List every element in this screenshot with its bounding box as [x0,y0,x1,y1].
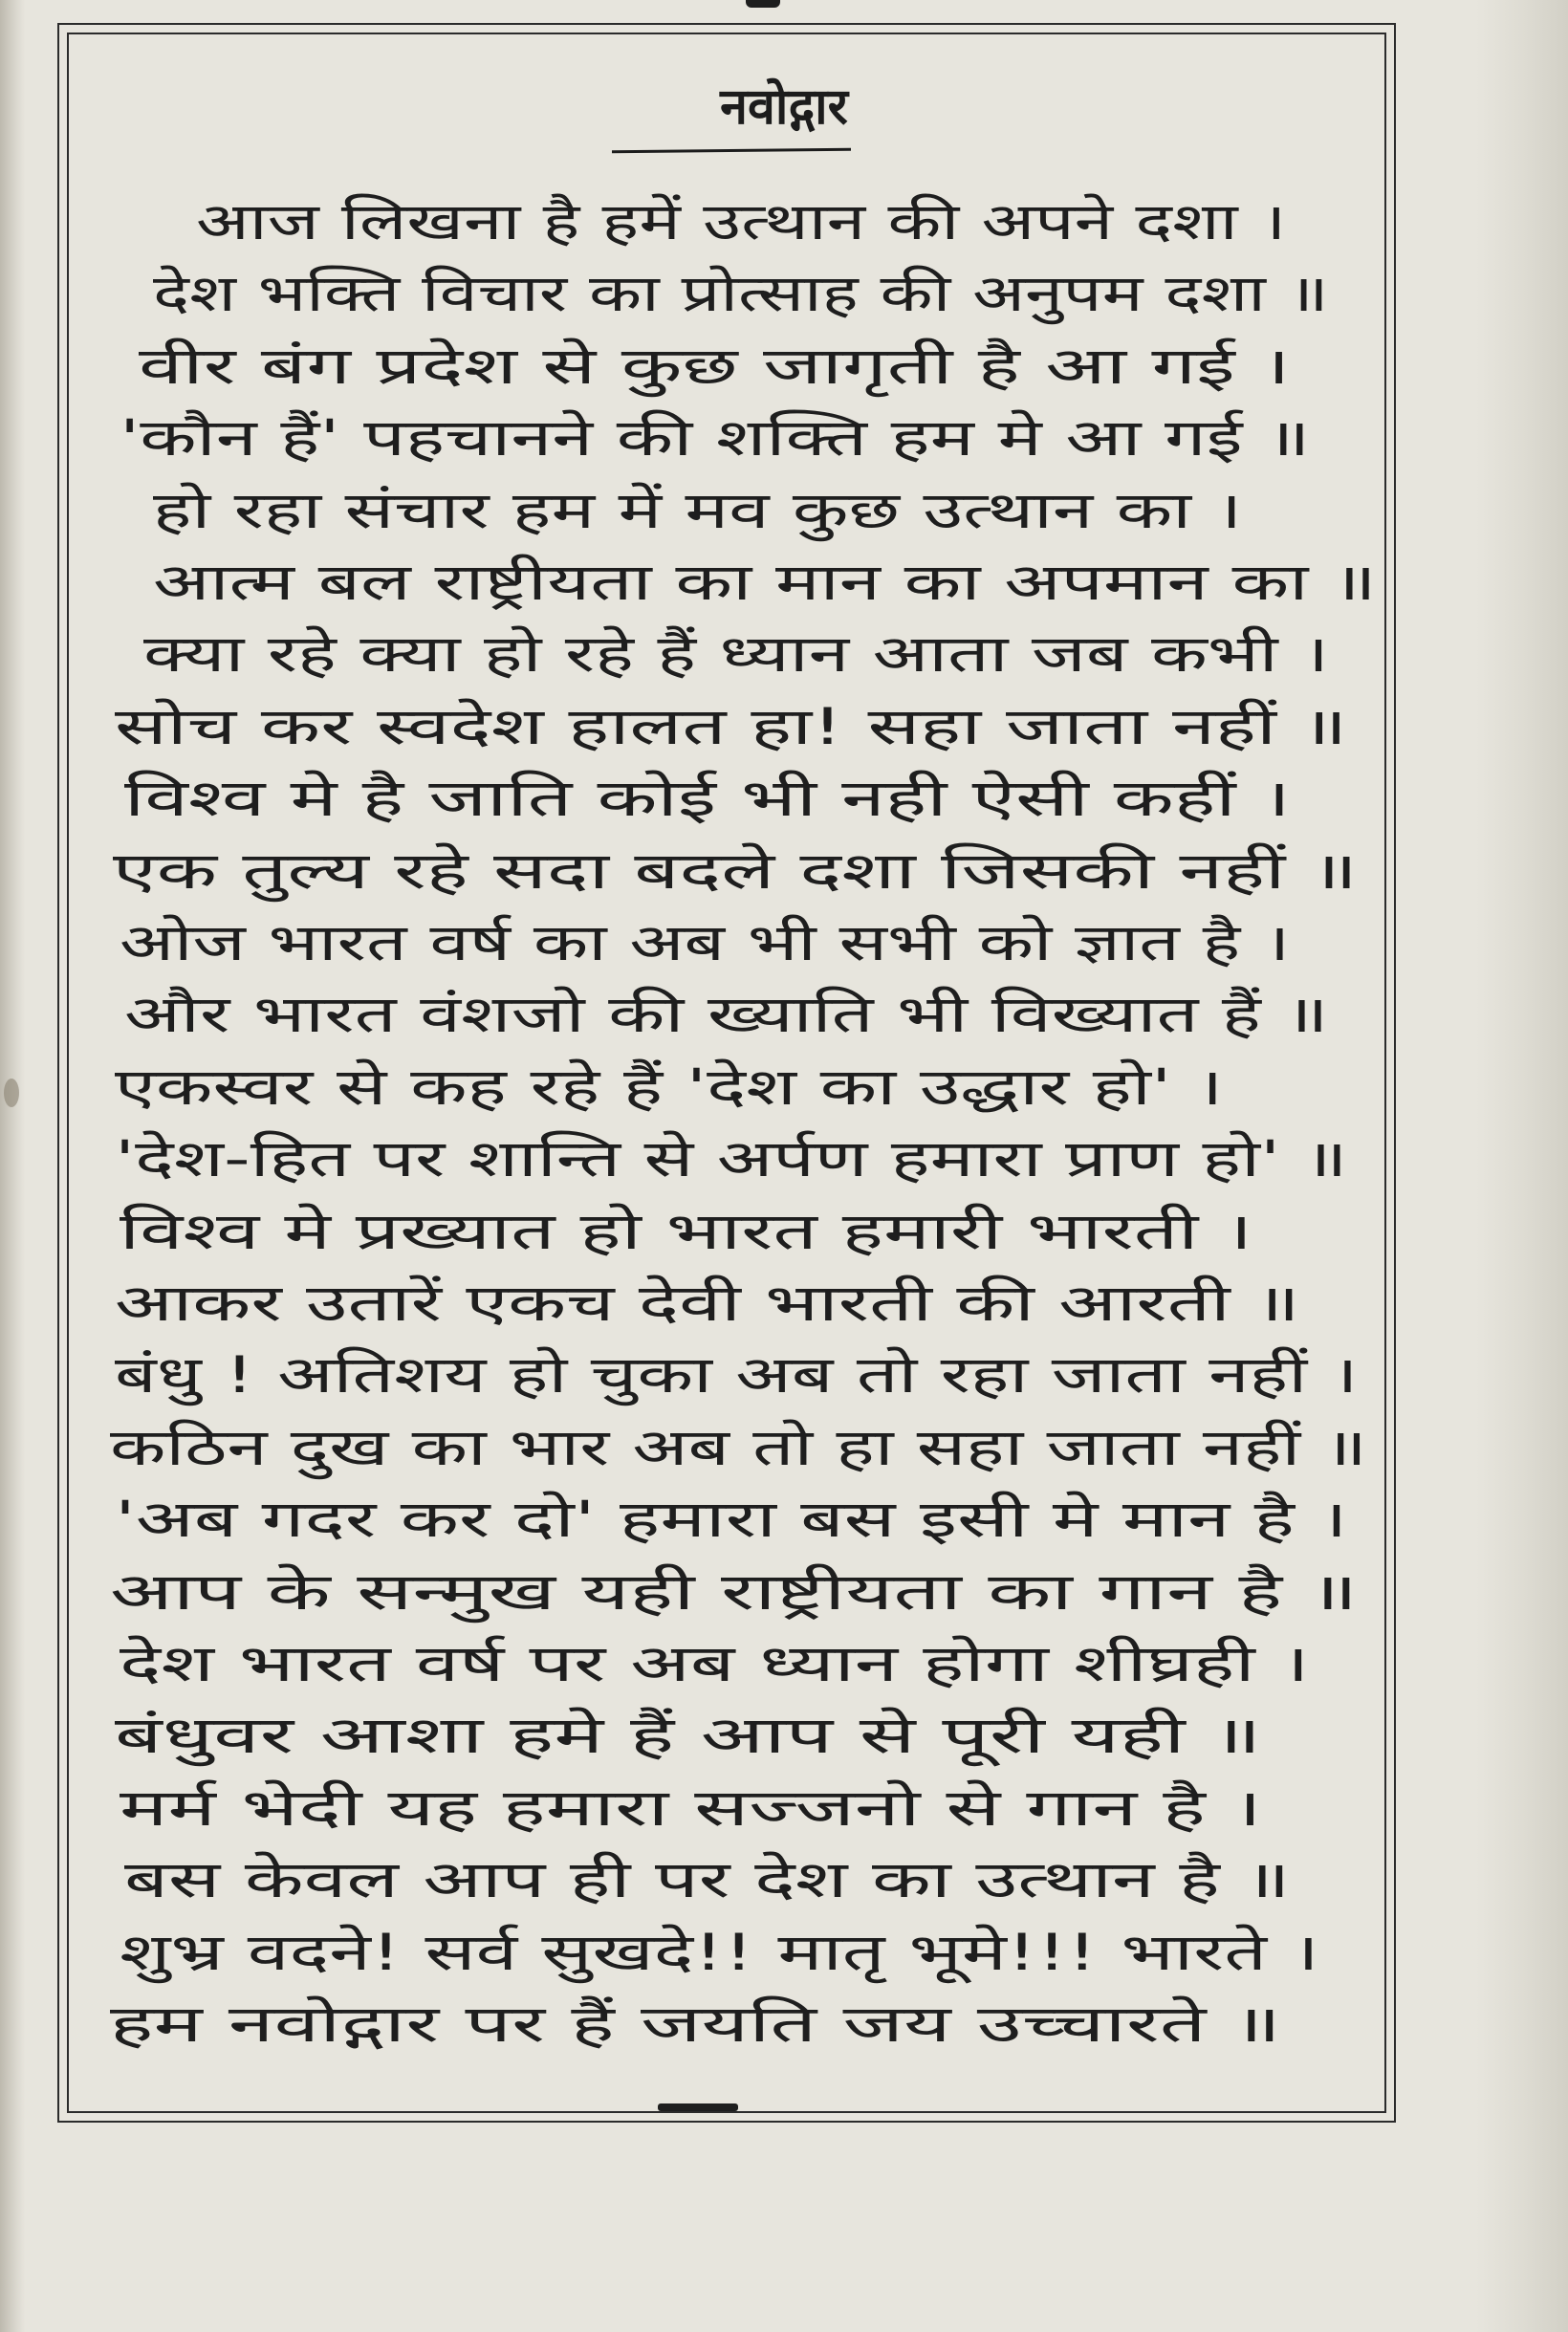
poem-line: विश्व मे प्रख्यात हो भारत हमारी भारती । [120,1203,1253,1261]
poem-line: बंधु ! अतिशय हो चुका अब तो रहा जाता नहीं । [115,1346,1359,1405]
poem-line: ओज भारत वर्ष का अब भी सभी को ज्ञात है । [120,914,1291,972]
poem-line: और भारत वंशजो की ख्याति भी विख्यात हैं ॥ [124,986,1329,1044]
poem-line: शुभ्र वदने! सर्व सुखदे!! मातृ भूमे!!! भारते । [120,1924,1319,1982]
poem-line: बस केवल आप ही पर देश का उत्थान है ॥ [124,1851,1291,1909]
top-ink-mark [746,0,780,8]
poem-line: क्या रहे क्या हो रहे हैं ध्यान आता जब कभी । [143,625,1330,684]
page-edge-shading [1476,0,1568,2332]
poem-line: हम नवोद्गार पर हैं जयति जय उच्चारते ॥ [110,1995,1282,2054]
poem-line: आकर उतारें एकच देवी भारती की आरती ॥ [115,1275,1300,1333]
poem-line: 'देश-हित पर शान्ति से अर्पण हमारा प्राण हो' ॥ [115,1130,1348,1188]
poem-line: एक तुल्य रहे सदा बदले दशा जिसकी नहीं ॥ [113,842,1359,901]
poem-title: नवोद्गार [720,78,848,136]
poem-line: सोच कर स्वदेश हालत हा! सहा जाता नहीं ॥ [115,698,1348,756]
poem-line: बंधुवर आशा हमे हैं आप से पूरी यही ॥ [115,1707,1262,1765]
poem-line: एकस्वर से कह रहे हैं 'देश का उद्धार हो' । [115,1058,1224,1117]
poem-line: आप के सन्मुख यही राष्ट्रीयता का गान है ॥ [110,1563,1359,1622]
poem-line: कठिन दुख का भार अब तो हा सहा जाता नहीं ॥ [110,1419,1367,1477]
margin-stain [4,1079,19,1107]
closing-underline [658,2103,738,2111]
poem-line: वीर बंग प्रदेश से कुछ जागृती है आ गई । [139,338,1291,396]
poem-line: आज लिखना है हमें उत्थान की अपने दशा । [196,193,1287,251]
poem-line: विश्व मे है जाति कोई भी नही ऐसी कहीं । [124,770,1291,828]
binding-shadow [0,0,25,2332]
poem-line: 'अब गदर कर दो' हमारा बस इसी मे मान है । [115,1491,1348,1549]
poem-line: 'कौन हैं' पहचानने की शक्ति हम मे आ गई ॥ [120,409,1311,468]
poem-line: देश भक्ति विचार का प्रोत्साह की अनुपम दशा ॥ [153,265,1329,323]
poem-line: आत्म बल राष्ट्रीयता का मान का अपमान का ॥ [153,554,1377,612]
poem-line: हो रहा संचार हम में मव कुछ उत्थान का । [153,482,1243,540]
poem-line: मर्म भेदी यह हमारा सज्जनो से गान है । [120,1779,1262,1838]
poem-line: देश भारत वर्ष पर अब ध्यान होगा शीघ्रही । [120,1635,1310,1693]
